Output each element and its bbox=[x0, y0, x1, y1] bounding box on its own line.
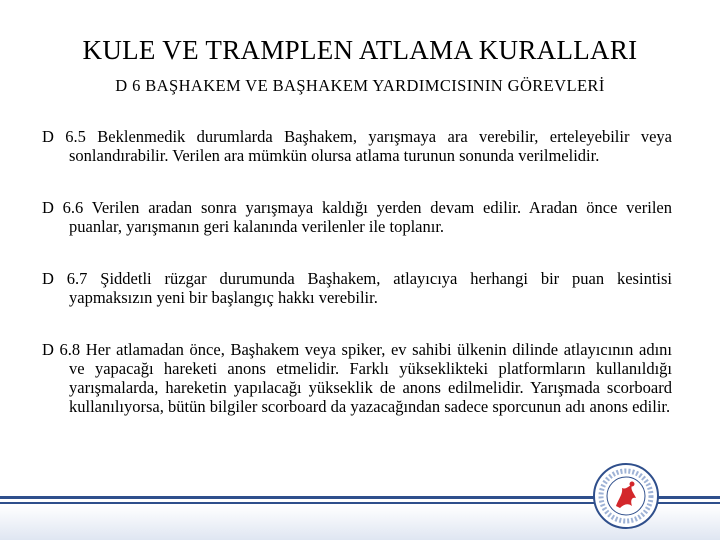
rule-d6-6: D 6.6 Verilen aradan sonra yarışmaya kaldığı yerden devam edilir. Aradan önce verilen puanlar, yarışmanın geri kalanında verilenler ile toplanır. bbox=[42, 198, 672, 236]
rule-d6-8: D 6.8 Her atlamadan önce, Başhakem veya spiker, ev sahibi ülkenin dilinde atlayıcının adını ve yapacağı hareketi anons etmelidir. Farklı yükseklikteki platformların kullanıldığı yarışmalarda, hareketin yapılacağı yükseklik de anons edilmelidir. Yarışmada scorboard kullanılıyorsa, bütün bilgiler scorboard da yazacağından sadece sporcunun adı anons edilir. bbox=[42, 340, 672, 416]
university-emblem-icon bbox=[592, 462, 660, 530]
slide-subtitle: D 6 BAŞHAKEM VE BAŞHAKEM YARDIMCISININ GÖREVLERİ bbox=[115, 76, 605, 95]
rule-d6-7: D 6.7 Şiddetli rüzgar durumunda Başhakem, atlayıcıya herhangi bir puan kesintisi yapmaksızın yeni bir başlangıç hakkı verebilir. bbox=[42, 269, 672, 307]
rules-list bbox=[42, 127, 672, 449]
rule-d6-5: D 6.5 Beklenmedik durumlarda Başhakem, yarışmaya ara verebilir, erteleyebilir veya sonlandırabilir. Verilen ara mümkün olursa atlama turunun sonunda verilmelidir. bbox=[42, 127, 672, 165]
slide-title: KULE VE TRAMPLEN ATLAMA KURALLARI bbox=[82, 35, 638, 65]
